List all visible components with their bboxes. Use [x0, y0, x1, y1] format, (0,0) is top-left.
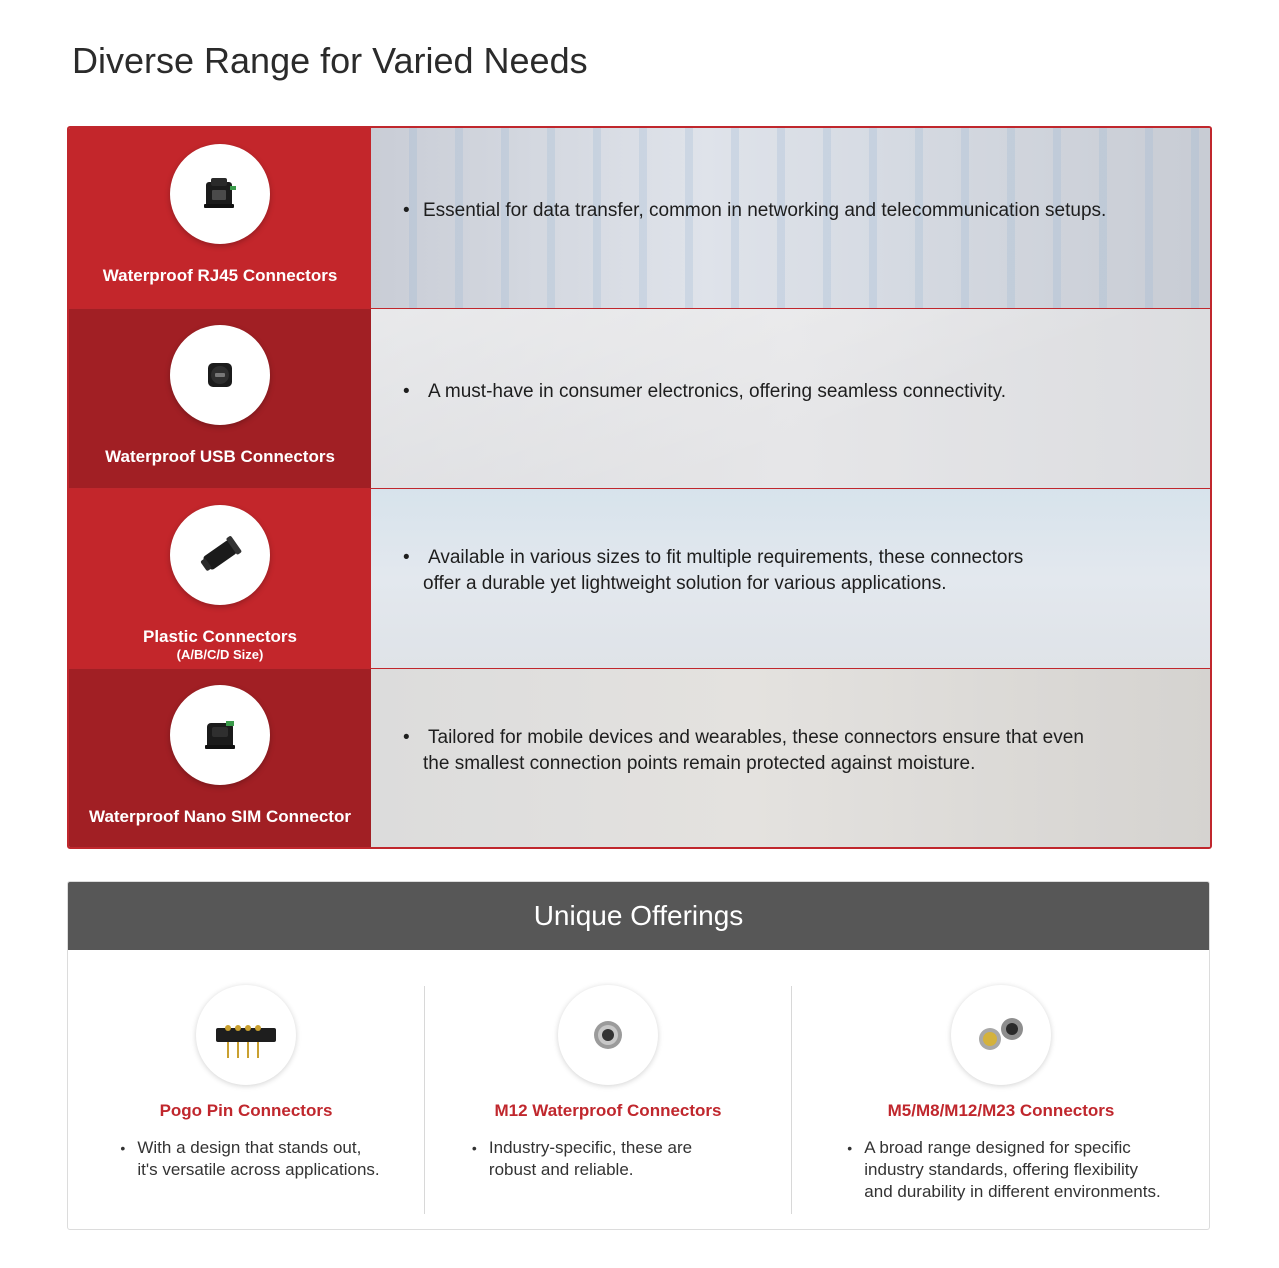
offerings-columns [68, 950, 1209, 1230]
row-description: Essential for data transfer, common in networking and telecommunication setups. [423, 200, 1107, 221]
offering-pogo-pin [68, 950, 424, 1230]
row-description: A must-have in consumer electronics, offering seamless connectivity. [428, 380, 1006, 402]
offering-line: it's versatile across applications. [137, 1160, 380, 1179]
offering-line: and durability in different environments. [864, 1182, 1161, 1201]
row-label-nano-sim [69, 669, 371, 849]
row-desc-plastic [371, 489, 1210, 668]
row-bullet [403, 379, 1006, 405]
bullet-dot-icon: • [403, 380, 410, 402]
offering-m12 [425, 950, 791, 1230]
range-row-rj45 [69, 128, 1210, 309]
nano-sim-connector-icon [170, 685, 270, 785]
range-row-plastic [69, 489, 1210, 669]
row-description-line1: Available in various sizes to fit multiple requirements, these connectors [428, 546, 1024, 568]
bullet-dot-icon: • [120, 1140, 126, 1156]
bullet-dot-icon: • [847, 1140, 853, 1156]
plastic-connector-icon [170, 505, 270, 605]
offerings-header: Unique Offerings [68, 882, 1209, 950]
bullet-dot-icon: • [403, 546, 410, 568]
rj45-connector-icon [170, 144, 270, 244]
row-label-usb [69, 309, 371, 488]
offering-line: Industry-specific, these are [488, 1138, 693, 1157]
m12-connector-icon [558, 985, 658, 1085]
offering-bullet [120, 1137, 379, 1181]
row-desc-usb [371, 309, 1210, 488]
pogo-pin-icon [196, 985, 296, 1085]
offering-bullet [472, 1137, 692, 1181]
row-label-text: Waterproof RJ45 Connectors [102, 266, 338, 285]
row-desc-rj45 [371, 128, 1210, 308]
offering-bullet [847, 1137, 1160, 1203]
bullet-dot-icon: • [403, 727, 410, 748]
row-bullet [403, 725, 1084, 777]
offering-line: With a design that stands out, [137, 1138, 362, 1157]
bullet-dot-icon: • [403, 200, 410, 221]
usb-connector-icon [170, 325, 270, 425]
page-title: Diverse Range for Varied Needs [72, 40, 588, 81]
range-row-nano-sim [69, 669, 1210, 849]
row-desc-nano-sim [371, 669, 1210, 849]
row-label-text: Waterproof Nano SIM Connector [89, 807, 351, 826]
row-bullet [403, 198, 1106, 224]
row-description-line1: Tailored for mobile devices and wearables, these connectors ensure that even [428, 727, 1084, 748]
unique-offerings-panel [67, 881, 1210, 1230]
row-label-rj45 [69, 128, 371, 308]
offering-circular [792, 950, 1210, 1230]
row-bullet [403, 545, 1023, 597]
row-description-line2: offer a durable yet lightweight solution for various applications. [423, 572, 947, 594]
offering-line: industry standards, offering flexibility [864, 1160, 1138, 1179]
circular-connectors-icon [951, 985, 1051, 1085]
offering-line: robust and reliable. [488, 1160, 634, 1179]
offering-title: M5/M8/M12/M23 Connectors [887, 1101, 1115, 1120]
offering-title: M12 Waterproof Connectors [494, 1101, 722, 1120]
bullet-dot-icon: • [471, 1140, 477, 1156]
row-label-text: Waterproof USB Connectors [105, 447, 335, 466]
offering-line: A broad range designed for specific [864, 1138, 1131, 1157]
row-label-plastic [69, 489, 371, 668]
connector-range-table [67, 126, 1212, 849]
row-description-line2: the smallest connection points remain protected against moisture. [423, 753, 976, 774]
row-sublabel: (A/B/C/D Size) [176, 647, 264, 662]
range-row-usb [69, 309, 1210, 489]
offering-title: Pogo Pin Connectors [159, 1101, 333, 1120]
row-label-text: Plastic Connectors [143, 627, 297, 646]
